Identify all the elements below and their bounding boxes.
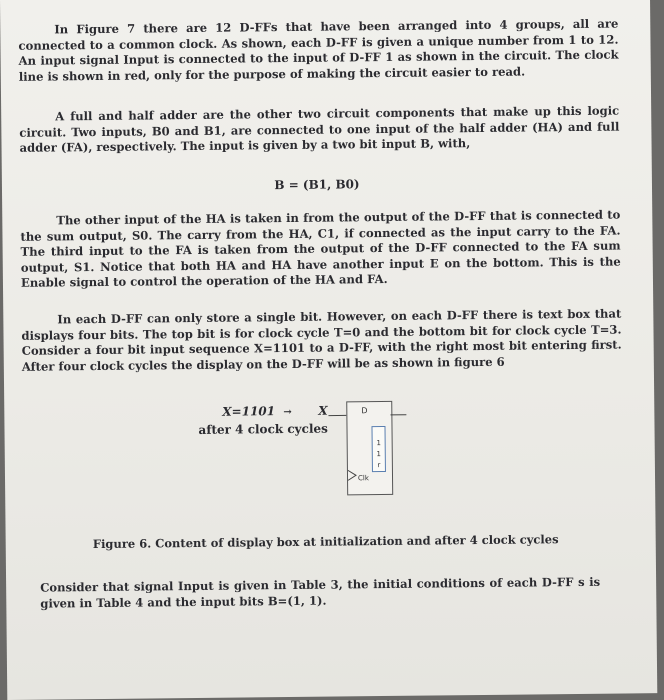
display-bit: 1 xyxy=(376,439,381,448)
display-bit: 1 xyxy=(376,450,382,459)
arrow-icon: → xyxy=(283,406,292,419)
output-wire xyxy=(390,401,410,421)
after-clock-label: after 4 clock cycles xyxy=(198,421,328,437)
display-bit: r xyxy=(377,461,381,470)
sequence-label xyxy=(222,404,291,419)
display-bit xyxy=(372,427,384,438)
input-x-label: X xyxy=(318,403,328,418)
paragraph-figure7-intro xyxy=(18,17,619,85)
paragraph-text: In each D-FF can only store a single bit. However, on each D-FF there is text box that displays four bits. The top bit is for clock cycle T=0 and the bottom bit for clock cycle T=3. Consider a four bit input sequence X=1101 to a D-FF, with the right most bit entering first. After four clock cycles the display on the D-FF will be as shown in figure 6 xyxy=(21,306,622,374)
paragraph-adders xyxy=(19,104,619,157)
figure-6-caption: Figure 6. Content of display box at initialization and after 4 clock cycles xyxy=(92,532,559,552)
paragraph-text: A full and half adder are the other two circuit components that make up this logic circuit. Two inputs, B0 and B1, are connected to one input of the half adder (HA) and full adder (FA), respectively. The input is given by a two bit input B, with, xyxy=(19,103,620,155)
d-pin-label: D xyxy=(361,406,368,416)
paragraph-dff-display xyxy=(21,307,622,375)
paragraph-ha-input xyxy=(20,208,621,292)
clk-pin-label: Clk xyxy=(357,474,369,483)
paragraph-conditions xyxy=(40,575,600,612)
equation-b: B = (B1, B0) xyxy=(274,177,360,193)
paragraph-text: Consider that signal Input is given in Table 3, the initial conditions of each D-FF s is given in Table 4 and the input bits B=(1, 1). xyxy=(40,574,601,611)
paragraph-text: The other input of the HA is taken in from the output of the D-FF that is connected to the sum output, S0. The carry from the HA, C1, if connected as the input carry to the FA. The third input to the FA is taken from the output of the D-FF connected to the FA sum output, S1. Notice that both HA and HA have another input E on the bottom. This is the Enable signal to control the operation of the HA and FA. xyxy=(20,207,621,290)
figure-6 xyxy=(194,400,445,513)
paragraph-text: In Figure 7 there are 12 D-FFs that have been arranged into 4 groups, all are connected to a common clock. As shown, each D-FF is given a unique number from 1 to 12. An input signal Input is connected to the input of D-FF 1 as shown in the circuit. The clock line is shown in red, only for the purpose of making the circuit easier to read. xyxy=(18,16,619,84)
sequence-text: X=1101 xyxy=(222,404,276,419)
dff-block xyxy=(346,401,393,495)
display-box xyxy=(371,426,385,472)
